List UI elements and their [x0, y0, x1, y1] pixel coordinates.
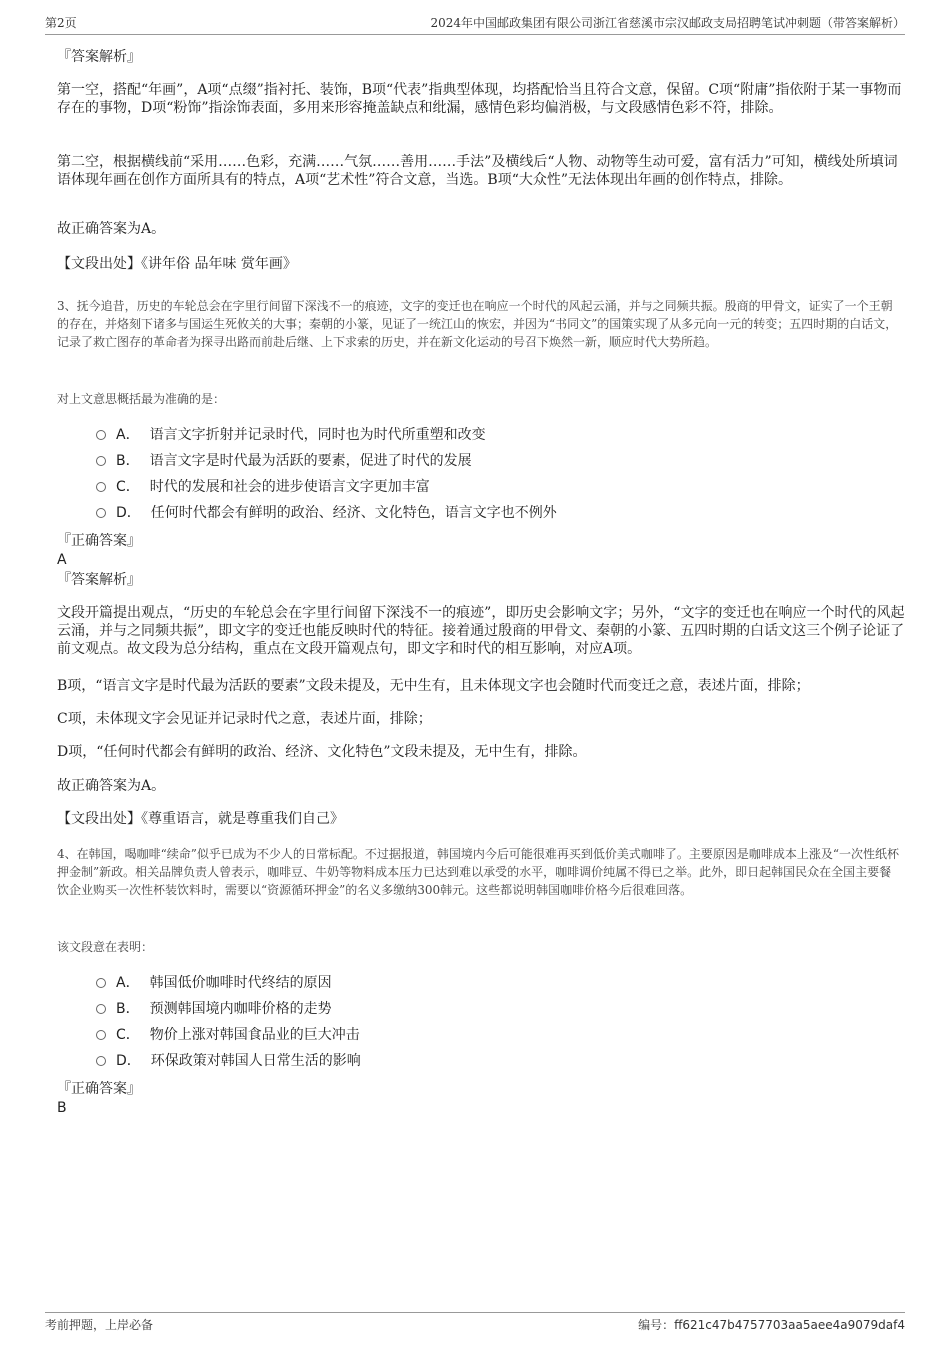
- q2-analysis-paragraph-1: 第一空，搭配“年画”，A项“点缀”指衬托、装饰，B项“代表”指典型体现，均搭配恰当且符合文意，保留。C项“附庸”指依附于某一事物而存在的事物，D项“粉饰”指涂饰表面，多用来形容掩盖缺点和纰漏，感情色彩均偏消极，与文段感情色彩不符，排除。: [57, 82, 902, 116]
- document-title: 2024年中国邮政集团有限公司浙江省慈溪市宗汉邮政支局招聘笔试冲刺题（带答案解析）: [430, 16, 905, 30]
- q3-stem: 对上文意思概括最为准确的是：: [57, 392, 226, 406]
- page-footer: [45, 1312, 905, 1335]
- q4-text: 4、在韩国，喝咖啡“续命”似乎已成为不少人的日常标配。不过据报道，韩国境内今后可能很难再买到低价美式咖啡了。主要原因是咖啡成本上涨及“一次性纸杯押金制”新政。相关品牌负责人曾表示，咖啡豆、牛奶等物料成本压力已达到难以承受的水平，咖啡调价纯属不得已之举。此外，即日起韩国民众在全国主要餐饮企业购买一次性杯装饮料时，需要以“资源循环押金”的名义多缴纳300韩元。这些都说明韩国咖啡价格今后很难回落。: [57, 847, 900, 897]
- q3-answer-label: 『正确答案』: [57, 533, 141, 549]
- q3-analysis-paragraph-2: B项，“语言文字是时代最为活跃的要素”文段未提及，无中生有，且未体现文字也会随时代而变迁之意，表述片面，排除；: [57, 678, 810, 694]
- radio-icon[interactable]: [96, 508, 106, 518]
- q3-analysis-paragraph-1: 文段开篇提出观点，“历史的车轮总会在字里行间留下深浅不一的痕迹”，即历史会影响文字；另外，“文字的变迁也在响应一个时代的风起云涌，并与之同频共振”，即文字的变迁也能反映时代的特征。接着通过殷商的甲骨文、秦朝的小篆、五四时期的白话文这三个例子论证了前文观点。故文段为总分结构，重点在文段开篇观点句，即文字和时代的相互影响，对应A项。: [57, 605, 905, 657]
- radio-icon[interactable]: [96, 430, 106, 440]
- q3-analysis-paragraph-3: C项，未体现文字会见证并记录时代之意，表述片面，排除；: [57, 711, 432, 727]
- radio-icon[interactable]: [96, 978, 106, 988]
- q4-answer-label: 『正确答案』: [57, 1081, 141, 1097]
- radio-icon[interactable]: [96, 482, 106, 492]
- radio-icon[interactable]: [96, 456, 106, 466]
- radio-icon[interactable]: [96, 1056, 106, 1066]
- q3-source: 【文段出处】《尊重语言，就是尊重我们自己》: [57, 811, 344, 827]
- page-number: 第2页: [45, 16, 77, 30]
- radio-icon[interactable]: [96, 1030, 106, 1040]
- q3-answer: A: [57, 552, 67, 568]
- q3-option-d[interactable]: D． 任何时代都会有鲜明的政治、经济、文化特色，语言文字也不例外: [96, 504, 557, 522]
- q2-analysis-paragraph-2: 第二空，根据横线前“采用……色彩，充满……气氛……善用……手法”及横线后“人物、动物等生动可爱，富有活力”可知，横线处所填词语体现年画在创作方面所具有的特点，A项“艺术性”符合文意，当选。B项“大众性”无法体现出年画的创作特点，排除。: [57, 154, 898, 188]
- q3-option-c[interactable]: C． 时代的发展和社会的进步使语言文字更加丰富: [96, 478, 430, 496]
- page-header: [45, 14, 905, 35]
- q4-option-a[interactable]: A． 韩国低价咖啡时代终结的原因: [96, 974, 332, 992]
- q2-analysis-label: 『答案解析』: [57, 49, 141, 65]
- document-code: 编号：ff621c47b4757703aa5aee4a9079daf4: [638, 1318, 905, 1332]
- footer-slogan: 考前押题，上岸必备: [45, 1318, 154, 1332]
- q4-option-d[interactable]: D． 环保政策对韩国人日常生活的影响: [96, 1052, 361, 1070]
- q4-stem: 该文段意在表明：: [57, 940, 154, 954]
- q3-option-a[interactable]: A． 语言文字折射并记录时代，同时也为时代所重塑和改变: [96, 426, 486, 444]
- q3-text: 3、抚今追昔，历史的车轮总会在字里行间留下深浅不一的痕迹，文字的变迁也在响应一个时代的风起云涌，并与之同频共振。殷商的甲骨文，证实了一个王朝的存在，并烙刻下诸多与国运生死攸关的大事；秦朝的小篆，见证了一统江山的恢宏，并因为“书同文”的国策实现了从多元向一元的转变；五四时期的白话文，记录了救亡图存的革命者为探寻出路而前赴后继、上下求索的历史，并在新文化运动的号召下焕然一新，顺应时代大势所趋。: [57, 299, 898, 349]
- q4-answer: B: [57, 1100, 67, 1116]
- q3-option-b[interactable]: B． 语言文字是时代最为活跃的要素，促进了时代的发展: [96, 452, 472, 470]
- q4-option-c[interactable]: C． 物价上涨对韩国食品业的巨大冲击: [96, 1026, 360, 1044]
- q3-analysis-paragraph-4: D项，“任何时代都会有鲜明的政治、经济、文化特色”文段未提及，无中生有，排除。: [57, 744, 587, 760]
- q3-conclusion: 故正确答案为A。: [57, 778, 166, 794]
- radio-icon[interactable]: [96, 1004, 106, 1014]
- q2-conclusion: 故正确答案为A。: [57, 221, 166, 237]
- q2-source: 【文段出处】《讲年俗 品年味 赏年画》: [57, 256, 297, 272]
- q4-option-b[interactable]: B． 预测韩国境内咖啡价格的走势: [96, 1000, 332, 1018]
- q3-analysis-label: 『答案解析』: [57, 572, 141, 588]
